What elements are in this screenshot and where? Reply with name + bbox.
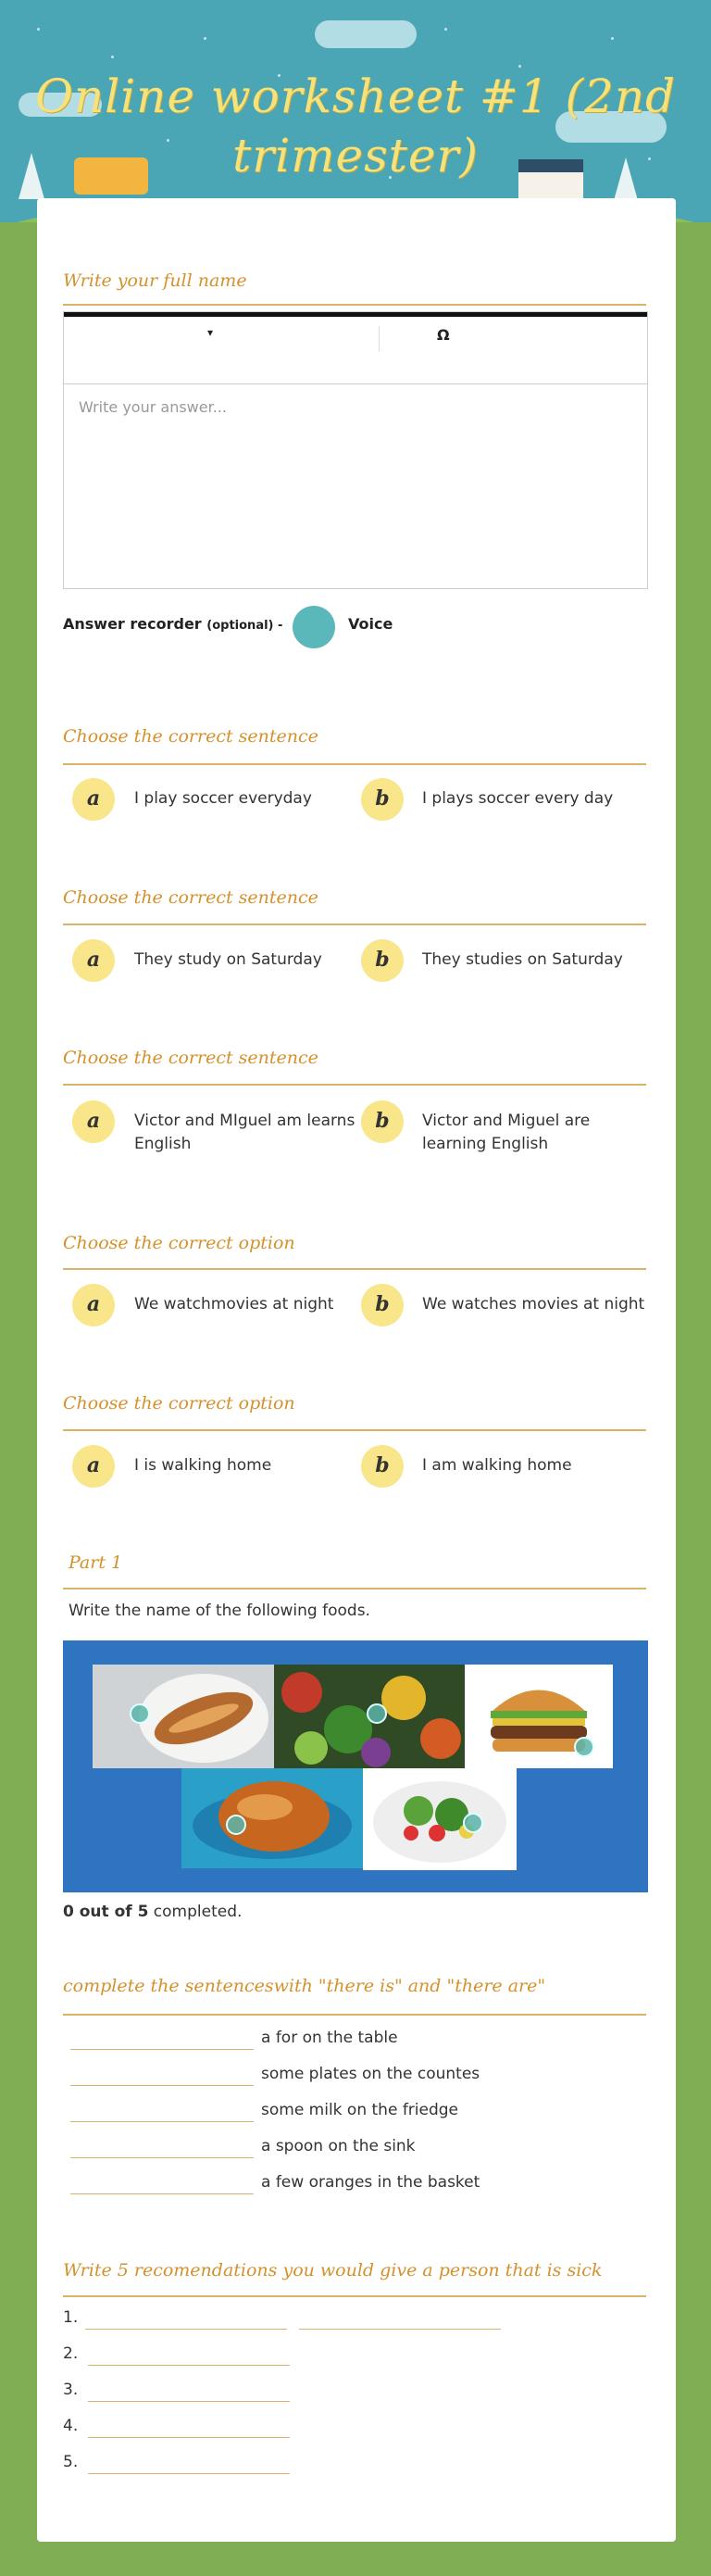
sentence-text: a for on the table bbox=[261, 2029, 398, 2047]
divider bbox=[63, 763, 646, 765]
part-title: Part 1 bbox=[69, 1552, 123, 1573]
question-title: Choose the correct sentence bbox=[63, 726, 318, 747]
toolbar-separator bbox=[379, 326, 380, 352]
answer-blank[interactable] bbox=[299, 2329, 501, 2330]
answer-blank[interactable] bbox=[88, 2473, 290, 2474]
option-a-badge[interactable]: a bbox=[72, 939, 115, 982]
blank-input[interactable] bbox=[70, 2121, 254, 2122]
divider bbox=[63, 2295, 646, 2297]
divider bbox=[63, 304, 646, 306]
progress-count: 0 out of 5 bbox=[63, 1903, 149, 1921]
food-image-chicken bbox=[181, 1768, 363, 1868]
answer-textarea[interactable]: Write your answer... bbox=[79, 398, 227, 416]
food-image-board bbox=[63, 1640, 648, 1892]
hotspot-marker[interactable] bbox=[463, 1813, 483, 1833]
divider bbox=[63, 1084, 646, 1086]
option-a-badge[interactable]: a bbox=[72, 1284, 115, 1326]
editor-toolbar bbox=[64, 312, 647, 384]
special-character-icon[interactable]: Ω bbox=[437, 326, 450, 344]
answer-blank[interactable] bbox=[88, 2437, 290, 2438]
option-b-text[interactable]: I plays soccer every day bbox=[422, 789, 614, 808]
sentence-text: some milk on the friedge bbox=[261, 2101, 459, 2119]
list-number: 2. bbox=[63, 2344, 79, 2363]
option-a-badge[interactable]: a bbox=[72, 778, 115, 821]
option-b-badge[interactable]: b bbox=[361, 778, 404, 821]
sentence-text: a few oranges in the basket bbox=[261, 2173, 480, 2192]
list-number: 3. bbox=[63, 2381, 79, 2399]
option-a-text[interactable]: Victor and MIguel am learns English bbox=[134, 1112, 356, 1153]
blank-input[interactable] bbox=[70, 2193, 254, 2194]
sentence-text: some plates on the countes bbox=[261, 2065, 480, 2083]
question-title: Write your full name bbox=[63, 270, 247, 291]
sentence-text: a spoon on the sink bbox=[261, 2137, 416, 2155]
blank-input[interactable] bbox=[70, 2085, 254, 2086]
option-b-badge[interactable]: b bbox=[361, 939, 404, 982]
option-b-badge[interactable]: b bbox=[361, 1445, 404, 1488]
option-b-text[interactable]: We watches movies at night bbox=[422, 1295, 645, 1313]
question-title: Choose the correct sentence bbox=[63, 1048, 318, 1068]
option-a-badge[interactable]: a bbox=[72, 1100, 115, 1143]
question-title: Choose the correct sentence bbox=[63, 887, 318, 908]
option-b-badge[interactable]: b bbox=[361, 1284, 404, 1326]
question-title: complete the sentenceswith "there is" and "there are" bbox=[63, 1976, 546, 1996]
list-number: 4. bbox=[63, 2417, 79, 2435]
answer-blank[interactable] bbox=[88, 2365, 290, 2366]
roast-chicken-icon bbox=[181, 1768, 363, 1868]
divider bbox=[63, 924, 646, 925]
rich-text-editor[interactable] bbox=[63, 311, 648, 589]
divider bbox=[63, 1429, 646, 1431]
part-instruction: Write the name of the following foods. bbox=[69, 1602, 370, 1620]
food-image-hamburger bbox=[465, 1665, 613, 1768]
option-a-badge[interactable]: a bbox=[72, 1445, 115, 1488]
food-image-fish bbox=[93, 1665, 274, 1768]
question-title: Write 5 recomendations you would give a person that is sick bbox=[63, 2260, 603, 2281]
option-a-text[interactable]: I is walking home bbox=[134, 1456, 272, 1475]
divider bbox=[63, 1268, 646, 1270]
option-a-text[interactable]: They study on Saturday bbox=[134, 950, 322, 969]
blank-input[interactable] bbox=[70, 2049, 254, 2050]
option-b-text[interactable]: I am walking home bbox=[422, 1456, 572, 1475]
option-a-text[interactable]: We watchmovies at night bbox=[134, 1295, 334, 1313]
option-a-text[interactable]: I play soccer everyday bbox=[134, 789, 312, 808]
recorder-label-text: Answer recorder bbox=[63, 615, 202, 633]
hotspot-marker[interactable] bbox=[367, 1703, 387, 1724]
recorder-optional-text: (optional) - bbox=[206, 619, 283, 633]
hotspot-marker[interactable] bbox=[226, 1815, 246, 1835]
salad-bowl-icon bbox=[363, 1768, 517, 1870]
format-dropdown-icon[interactable]: ▾ bbox=[207, 326, 214, 339]
answer-blank[interactable] bbox=[88, 2401, 290, 2402]
blank-input[interactable] bbox=[70, 2157, 254, 2158]
list-number: 1. bbox=[63, 2308, 79, 2327]
option-b-text[interactable]: Victor and Miguel are learning English bbox=[422, 1112, 591, 1153]
progress-suffix: completed. bbox=[148, 1903, 243, 1921]
question-title: Choose the correct option bbox=[63, 1393, 295, 1414]
hotspot-marker[interactable] bbox=[574, 1737, 594, 1757]
option-b-text[interactable]: They studies on Saturday bbox=[422, 950, 623, 969]
voice-record-button[interactable] bbox=[293, 606, 335, 648]
fish-plate-icon bbox=[93, 1665, 274, 1768]
list-number: 5. bbox=[63, 2453, 79, 2471]
cloud-decoration bbox=[315, 20, 417, 48]
answer-recorder-label bbox=[63, 615, 282, 633]
hotspot-marker[interactable] bbox=[130, 1703, 150, 1724]
page-header bbox=[0, 0, 711, 222]
answer-blank[interactable] bbox=[85, 2329, 287, 2330]
page-title: Online worksheet #1 (2nd trimester) bbox=[34, 69, 677, 182]
question-title: Choose the correct option bbox=[63, 1233, 295, 1253]
divider bbox=[63, 1588, 646, 1590]
food-image-salad bbox=[363, 1768, 517, 1870]
food-image-vegetables bbox=[274, 1665, 465, 1768]
option-b-badge[interactable]: b bbox=[361, 1100, 404, 1143]
divider bbox=[63, 2014, 646, 2016]
completion-progress bbox=[63, 1903, 242, 1921]
worksheet-card bbox=[37, 198, 676, 2542]
voice-label: Voice bbox=[348, 615, 393, 633]
